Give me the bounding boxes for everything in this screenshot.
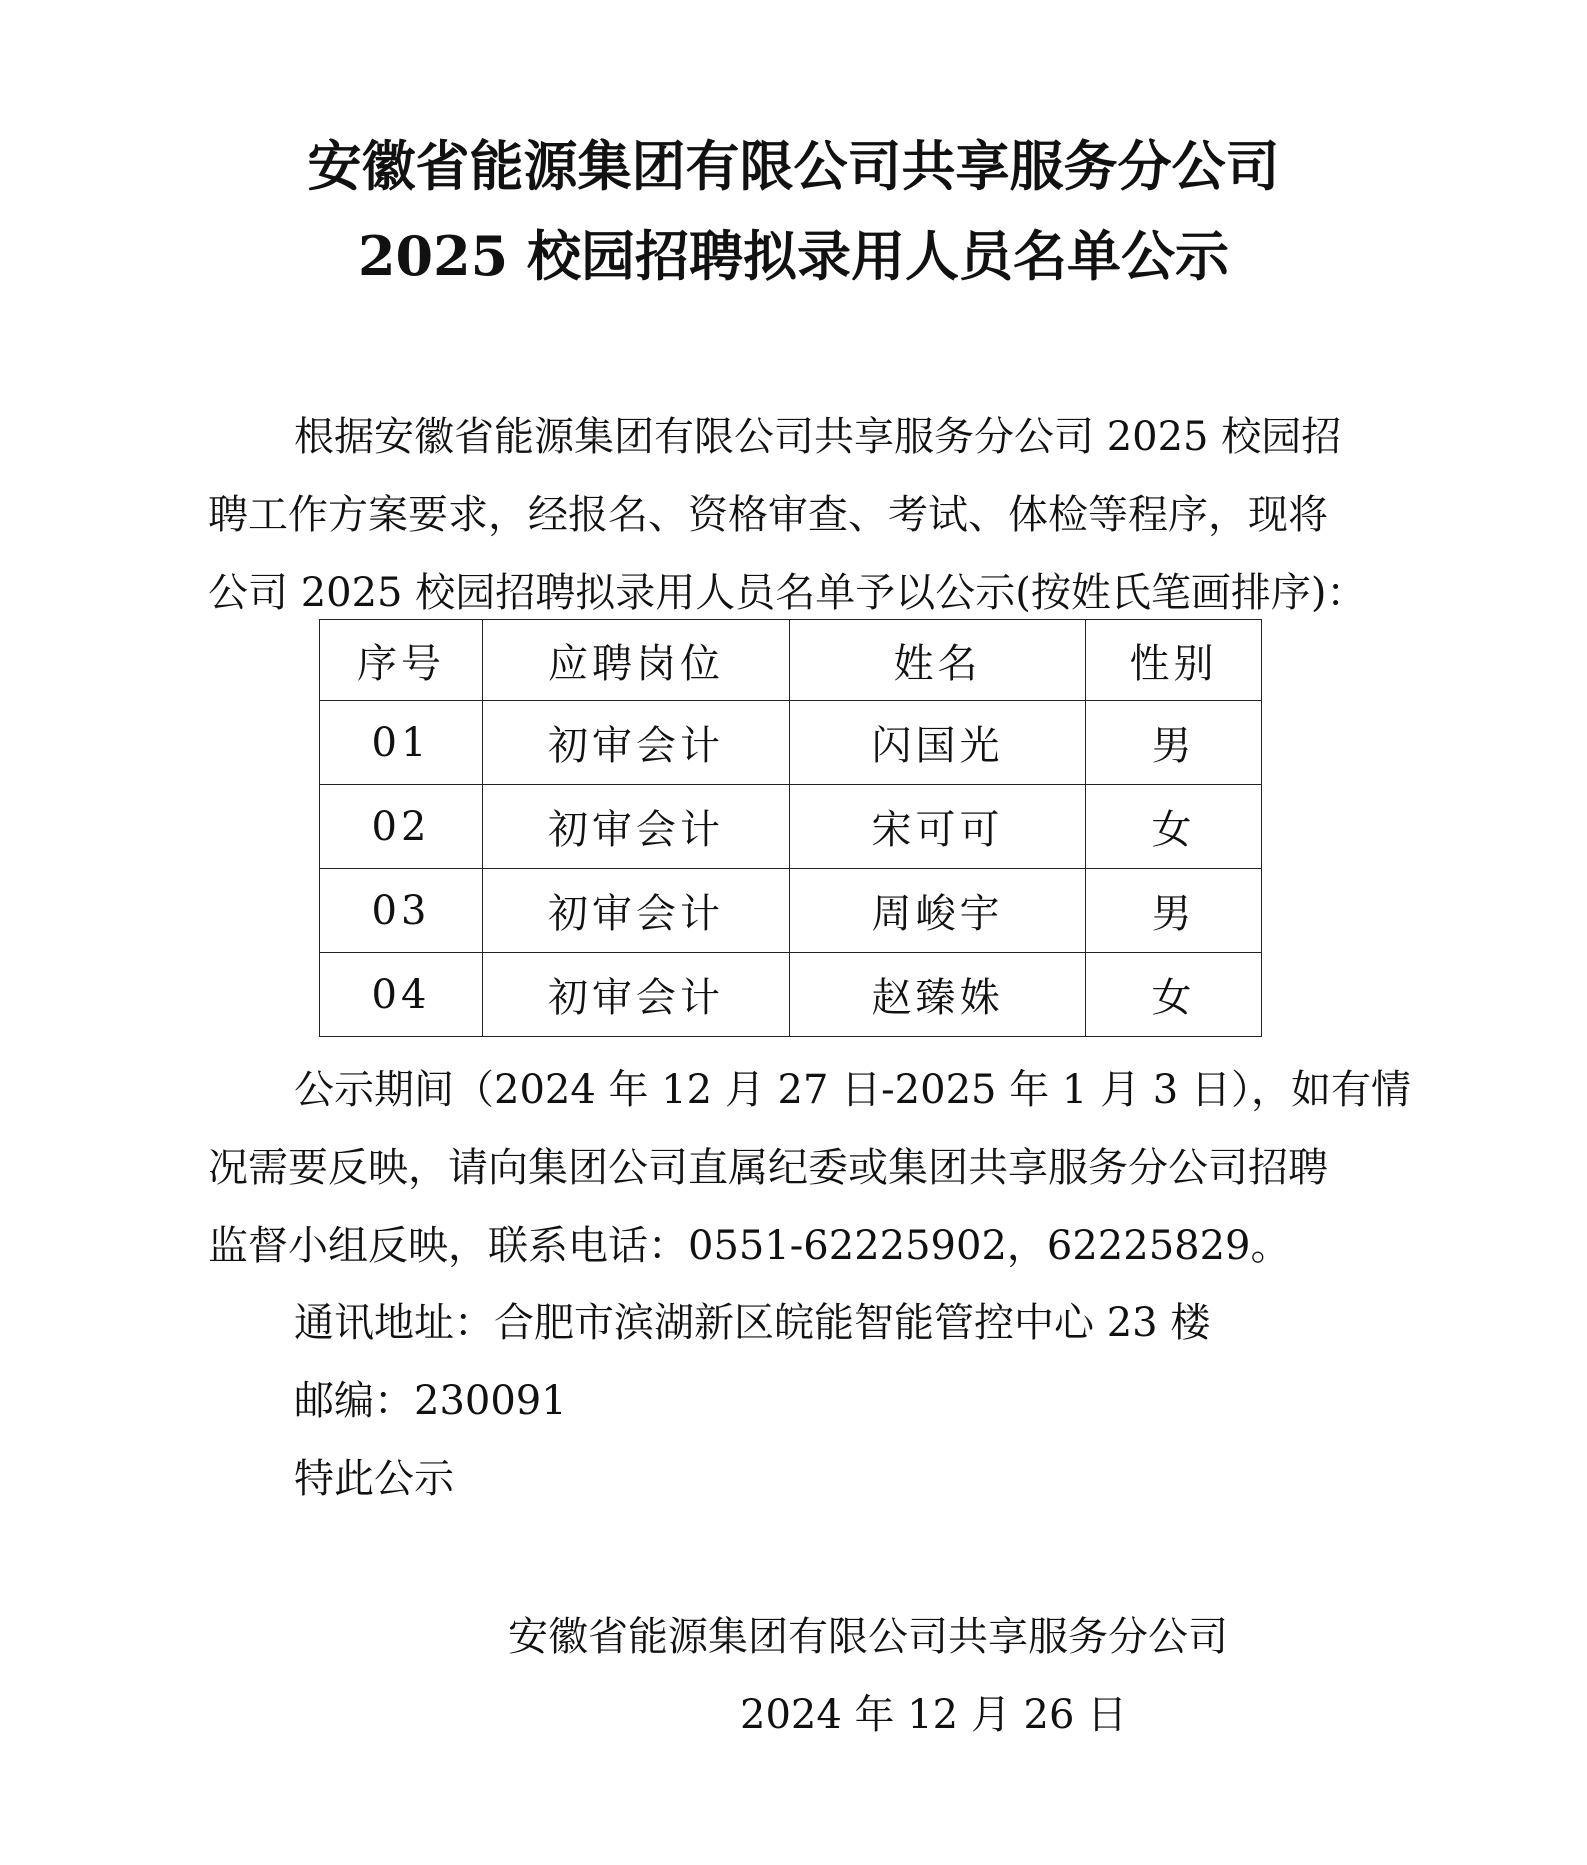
cell-gender: 男 — [1086, 701, 1262, 785]
cell-position: 初审会计 — [483, 869, 790, 953]
document-title-line-2: 2025 校园招聘拟录用人员名单公示 — [357, 224, 1230, 288]
cell-number: 04 — [320, 953, 483, 1037]
document-title-line-1: 安徽省能源集团有限公司共享服务分公司 — [307, 134, 1280, 198]
cell-name: 闪国光 — [790, 701, 1086, 785]
intro-paragraph — [208, 398, 1388, 632]
intro-line-1: 根据安徽省能源集团有限公司共享服务分公司 2025 校园招 — [294, 414, 1342, 460]
intro-line-2: 聘工作方案要求，经报名、资格审查、考试、体检等程序，现将 — [208, 492, 1328, 538]
signature-organization: 安徽省能源集团有限公司共享服务分公司 — [508, 1614, 1228, 1660]
notice-line-1: 公示期间（2024 年 12 月 27 日-2025 年 1 月 3 日），如有情 — [294, 1067, 1411, 1113]
cell-position: 初审会计 — [483, 953, 790, 1037]
notice-line-3: 监督小组反映，联系电话：0551-62225902，62225829。 — [208, 1223, 1291, 1269]
notice-line-2: 况需要反映，请向集团公司直属纪委或集团共享服务分公司招聘 — [208, 1145, 1328, 1191]
cell-number: 03 — [320, 869, 483, 953]
cell-position: 初审会计 — [483, 701, 790, 785]
candidate-table — [319, 619, 1262, 1037]
cell-position: 初审会计 — [483, 785, 790, 869]
header-number: 序号 — [320, 620, 483, 701]
signature-date: 2024 年 12 月 26 日 — [740, 1692, 1128, 1738]
cell-name: 周峻宇 — [790, 869, 1086, 953]
cell-name: 赵臻姝 — [790, 953, 1086, 1037]
cell-number: 01 — [320, 701, 483, 785]
cell-number: 02 — [320, 785, 483, 869]
cell-gender: 女 — [1086, 953, 1262, 1037]
header-name: 姓名 — [790, 620, 1086, 701]
cell-gender: 女 — [1086, 785, 1262, 869]
intro-line-3: 公司 2025 校园招聘拟录用人员名单予以公示(按姓氏笔画排序)： — [208, 570, 1367, 616]
mailing-address: 通讯地址：合肥市滨湖新区皖能智能管控中心 23 楼 — [294, 1300, 1211, 1346]
table-row — [320, 785, 1262, 869]
header-position: 应聘岗位 — [483, 620, 790, 701]
cell-gender: 男 — [1086, 869, 1262, 953]
table-row — [320, 953, 1262, 1037]
table-header-row — [320, 620, 1262, 701]
postcode: 邮编：230091 — [294, 1378, 567, 1424]
table-row — [320, 869, 1262, 953]
cell-name: 宋可可 — [790, 785, 1086, 869]
notice-paragraph — [208, 1051, 1411, 1285]
closing-remark: 特此公示 — [294, 1456, 454, 1502]
table-row — [320, 701, 1262, 785]
header-gender: 性别 — [1086, 620, 1262, 701]
